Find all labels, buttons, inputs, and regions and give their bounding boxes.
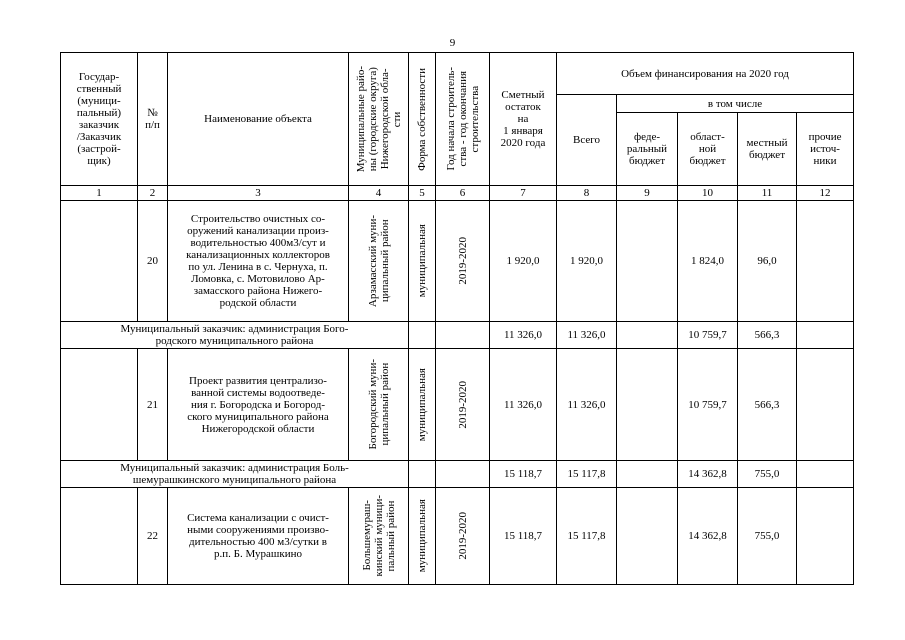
local-value: 755,0 [738,488,797,585]
header-federal-budget: феде- ральный бюджет [617,113,678,186]
column-number: 6 [436,186,490,201]
header-district-text: Муниципальные райо- ны (городские округа) Нижегородской обла- сти [354,65,403,173]
header-years [436,53,490,186]
header-local-budget: местный бюджет [738,113,797,186]
ownership-cell [409,488,436,585]
header-years-text: Год начала строитель- ства - год окончания строительства [444,67,481,171]
header-funding-2020: Объем финансирования на 2020 год [557,53,854,95]
customer-cell [61,349,138,461]
group-balance-value: 11 326,0 [490,322,557,349]
group-other-value [797,461,854,488]
district-cell [349,349,409,461]
header-including: в том числе [617,95,854,113]
group-regional-value: 10 759,7 [678,322,738,349]
header-other-sources: прочие источ- ники [797,113,854,186]
group-federal-value [617,461,678,488]
district-text: Богородский муни- ципальный район [366,359,391,450]
table-row [61,201,854,322]
other-value [797,488,854,585]
group-years-cell [436,461,490,488]
header-total: Всего [557,95,617,186]
years-text: 2019-2020 [456,380,469,429]
header-object-name: Наименование объекта [168,53,349,186]
years-cell [436,349,490,461]
group-total-value: 11 326,0 [557,322,617,349]
total-value: 1 920,0 [557,201,617,322]
financing-table [60,52,854,585]
group-ownership-cell [409,461,436,488]
other-value [797,349,854,461]
page-number: 9 [449,37,456,49]
ownership-text: муниципальная [416,224,428,298]
balance-value: 11 326,0 [490,349,557,461]
column-number: 8 [557,186,617,201]
group-row [61,322,854,349]
header-customer: Государ- ственный (муници- пальный) заказчик /Заказчик (застрой- щик) [61,53,138,186]
regional-value: 14 362,8 [678,488,738,585]
object-name: Система канализации с очист- ными сооружениями произво- дительностью 400 м3/сутки в р.п. Б. Мурашкино [168,488,349,585]
column-number: 10 [678,186,738,201]
row-number: 20 [138,201,168,322]
object-name: Строительство очистных со- оружений канализации произ- водительностью 400м3/сут и канализационных коллекторов по ул. Ленина в с. Чернуха, п. Ломовка, с. Мотовилово Ар- замасского района Нижего- родской области [168,201,349,322]
district-text: Большемураш- кинский муници- пальный район [360,495,397,577]
group-total-value: 15 117,8 [557,461,617,488]
header-row-number: № п/п [138,53,168,186]
group-years-cell [436,322,490,349]
group-customer-label: Муниципальный заказчик: администрация Боль- шемурашкинского муниципального района [61,461,409,488]
years-cell [436,488,490,585]
total-value: 11 326,0 [557,349,617,461]
federal-value [617,488,678,585]
ownership-text: муниципальная [416,367,428,442]
customer-cell [61,201,138,322]
group-row [61,461,854,488]
years-cell [436,201,490,322]
group-regional-value: 14 362,8 [678,461,738,488]
column-number-row [61,186,854,201]
header-estimated-balance: Сметный остаток на 1 января 2020 года [490,53,557,186]
local-value: 566,3 [738,349,797,461]
federal-value [617,201,678,322]
group-local-value: 566,3 [738,322,797,349]
ownership-cell [409,201,436,322]
header-ownership [409,53,436,186]
years-text: 2019-2020 [456,512,469,560]
years-text: 2019-2020 [456,237,469,285]
ownership-cell [409,349,436,461]
row-number: 22 [138,488,168,585]
column-number: 3 [168,186,349,201]
header-regional-budget: област- ной бюджет [678,113,738,186]
ownership-text: муниципальная [416,499,428,573]
local-value: 96,0 [738,201,797,322]
other-value [797,201,854,322]
column-number: 1 [61,186,138,201]
total-value: 15 117,8 [557,488,617,585]
column-number: 9 [617,186,678,201]
district-cell [349,201,409,322]
regional-value: 1 824,0 [678,201,738,322]
column-number: 2 [138,186,168,201]
group-federal-value [617,322,678,349]
column-number: 12 [797,186,854,201]
header-district [349,53,409,186]
regional-value: 10 759,7 [678,349,738,461]
table-row [61,349,854,461]
district-cell [349,488,409,585]
column-number: 4 [349,186,409,201]
group-local-value: 755,0 [738,461,797,488]
group-ownership-cell [409,322,436,349]
column-number: 7 [490,186,557,201]
group-balance-value: 15 118,7 [490,461,557,488]
group-other-value [797,322,854,349]
object-name: Проект развития централизо- ванной системы водоотведе- ния г. Богородска и Богород- ского муниципального района Нижегородской области [168,349,349,461]
customer-cell [61,488,138,585]
balance-value: 15 118,7 [490,488,557,585]
group-customer-label: Муниципальный заказчик: администрация Бого- родского муниципального района [61,322,409,349]
balance-value: 1 920,0 [490,201,557,322]
header-ownership-text: Форма собственности [416,67,428,171]
row-number: 21 [138,349,168,461]
column-number: 11 [738,186,797,201]
district-text: Арзамасский муни- ципальный район [366,214,391,308]
column-number: 5 [409,186,436,201]
federal-value [617,349,678,461]
table-row [61,488,854,585]
